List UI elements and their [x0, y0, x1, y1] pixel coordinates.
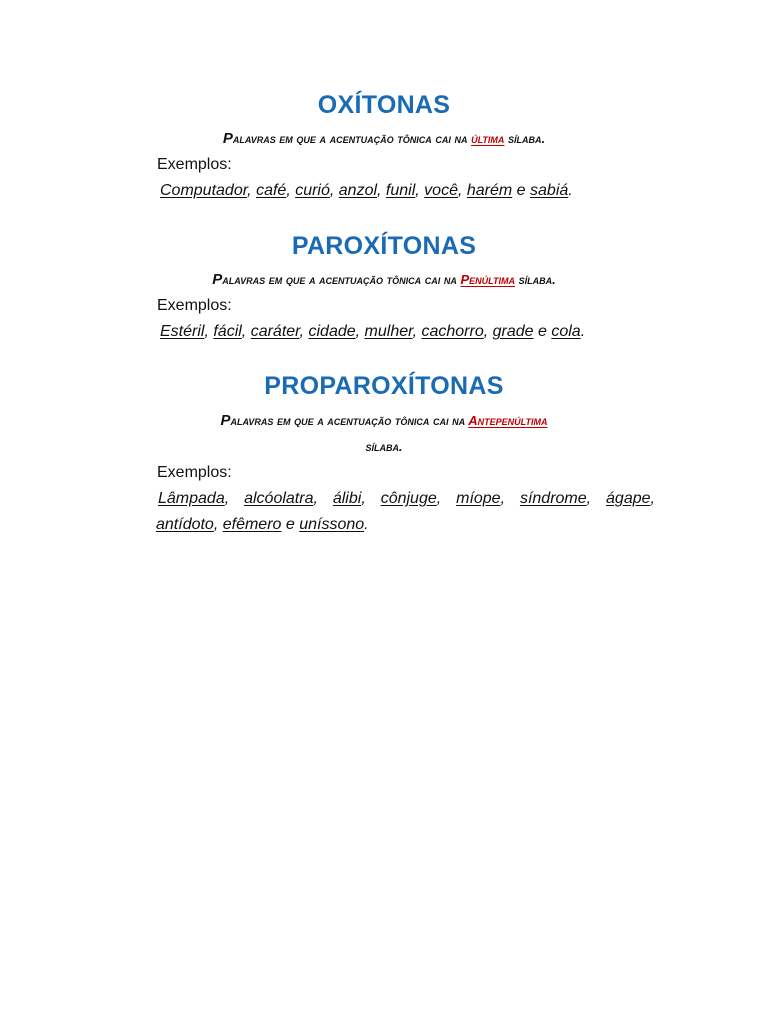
- example-word-text: alcóolatra: [244, 490, 314, 507]
- examples-line-proparoxitonas-1: [158, 486, 655, 512]
- example-word-text: mulher: [364, 323, 413, 340]
- example-punctuation: .: [580, 323, 586, 340]
- example-word-text: Estéril: [160, 323, 205, 340]
- definition-text: alavras em que a acentuação tônica cai na: [232, 131, 472, 146]
- example-word-text: café: [256, 182, 287, 199]
- example-punctuation: ,: [247, 182, 257, 199]
- definition-text: alavras em que a acentuação tônica cai na: [222, 272, 461, 287]
- example-word: [256, 182, 295, 199]
- example-word: [339, 182, 386, 199]
- example-word: [299, 516, 368, 533]
- definition-suffix: sílaba.: [515, 272, 556, 287]
- examples-line-paroxitonas: [160, 319, 585, 345]
- section-title-paroxitonas: PAROXÍTONAS: [291, 232, 477, 260]
- example-punctuation: ,: [650, 490, 655, 507]
- section-title-oxitonas: OXÍTONAS: [317, 91, 451, 119]
- definition-proparoxitonas: [0, 408, 768, 434]
- example-word-text: Computador: [160, 182, 248, 199]
- example-word: [530, 182, 573, 199]
- example-punctuation: ,: [329, 182, 339, 199]
- definition-paroxitonas: [0, 267, 768, 293]
- example-punctuation: ,: [415, 182, 425, 199]
- example-punctuation: ,: [412, 323, 422, 340]
- example-word-text: ágape: [606, 490, 651, 507]
- example-punctuation: ,: [355, 323, 365, 340]
- example-word: [333, 486, 366, 512]
- example-word-text: fácil: [213, 323, 242, 340]
- example-punctuation: ,: [436, 490, 442, 507]
- examples-line-proparoxitonas-2: [156, 512, 369, 538]
- definition-oxitonas: [0, 126, 768, 152]
- example-punctuation: ,: [361, 490, 366, 507]
- example-word-text: Lâmpada: [158, 490, 225, 507]
- example-word-text: efêmero: [222, 516, 282, 533]
- example-word-text: cola: [551, 323, 581, 340]
- definition-proparoxitonas-line2: sílaba.: [365, 439, 403, 454]
- example-word: [467, 182, 530, 199]
- example-word-text: você: [424, 182, 458, 199]
- example-punctuation: e: [533, 323, 552, 340]
- example-word: [421, 323, 492, 340]
- examples-label-oxitonas: Exemplos:: [157, 156, 232, 173]
- example-punctuation: ,: [286, 182, 296, 199]
- definition-highlight: última: [471, 131, 505, 146]
- example-word-text: cachorro: [421, 323, 484, 340]
- definition-suffix: sílaba.: [504, 131, 546, 146]
- example-word: [493, 323, 552, 340]
- definition-text: alavras em que a acentuação tônica cai na: [230, 413, 469, 428]
- example-word-text: caráter: [250, 323, 300, 340]
- example-punctuation: ,: [377, 182, 386, 199]
- example-word: [251, 323, 309, 340]
- example-word: [365, 323, 422, 340]
- example-word-text: grade: [492, 323, 534, 340]
- example-punctuation: ,: [483, 323, 493, 340]
- example-word-text: curió: [295, 182, 330, 199]
- example-word: [456, 486, 505, 512]
- examples-label-proparoxitonas: Exemplos:: [157, 464, 232, 481]
- example-word-text: síndrome: [519, 490, 587, 507]
- example-word: [295, 182, 339, 199]
- example-word: [606, 486, 655, 512]
- example-word-text: anzol: [338, 182, 378, 199]
- example-word: [160, 323, 213, 340]
- example-word: [381, 486, 442, 512]
- example-punctuation: ,: [204, 323, 214, 340]
- example-punctuation: ,: [500, 490, 506, 507]
- definition-first-letter: P: [222, 130, 233, 147]
- example-word-text: harém: [466, 182, 513, 199]
- example-punctuation: ,: [299, 323, 309, 340]
- example-punctuation: ,: [457, 182, 467, 199]
- example-word-text: álibi: [332, 490, 362, 507]
- definition-first-letter: P: [220, 412, 231, 429]
- example-punctuation: e: [512, 182, 531, 199]
- example-word: [520, 486, 591, 512]
- example-word: [223, 516, 300, 533]
- definition-highlight: Penúltima: [460, 272, 515, 287]
- example-punctuation: ,: [586, 490, 592, 507]
- example-word-text: sabiá: [530, 182, 569, 199]
- example-punctuation: ,: [313, 490, 318, 507]
- example-punctuation: ,: [213, 516, 223, 533]
- example-word: [244, 486, 318, 512]
- example-word: [309, 323, 365, 340]
- example-punctuation: ,: [241, 323, 251, 340]
- example-punctuation: e: [281, 516, 300, 533]
- example-word: [213, 323, 250, 340]
- examples-label-paroxitonas: Exemplos:: [157, 297, 232, 314]
- example-word: [551, 323, 585, 340]
- example-word: [386, 182, 424, 199]
- example-word-text: funil: [385, 182, 416, 199]
- example-punctuation: .: [364, 516, 369, 533]
- example-word-text: uníssono: [299, 516, 365, 533]
- examples-line-oxitonas: [160, 178, 573, 204]
- section-title-proparoxitonas: PROPAROXÍTONAS: [264, 372, 504, 400]
- example-word: [160, 182, 256, 199]
- definition-highlight: Antepenúltima: [468, 413, 548, 428]
- example-punctuation: .: [568, 182, 573, 199]
- example-word: [158, 486, 229, 512]
- example-word-text: cônjuge: [380, 490, 437, 507]
- example-word-text: antídoto: [156, 516, 214, 533]
- example-word: [156, 516, 223, 533]
- example-word: [424, 182, 467, 199]
- example-word-text: míope: [456, 490, 501, 507]
- example-punctuation: ,: [224, 490, 230, 507]
- example-word-text: cidade: [308, 323, 356, 340]
- definition-first-letter: P: [212, 271, 223, 288]
